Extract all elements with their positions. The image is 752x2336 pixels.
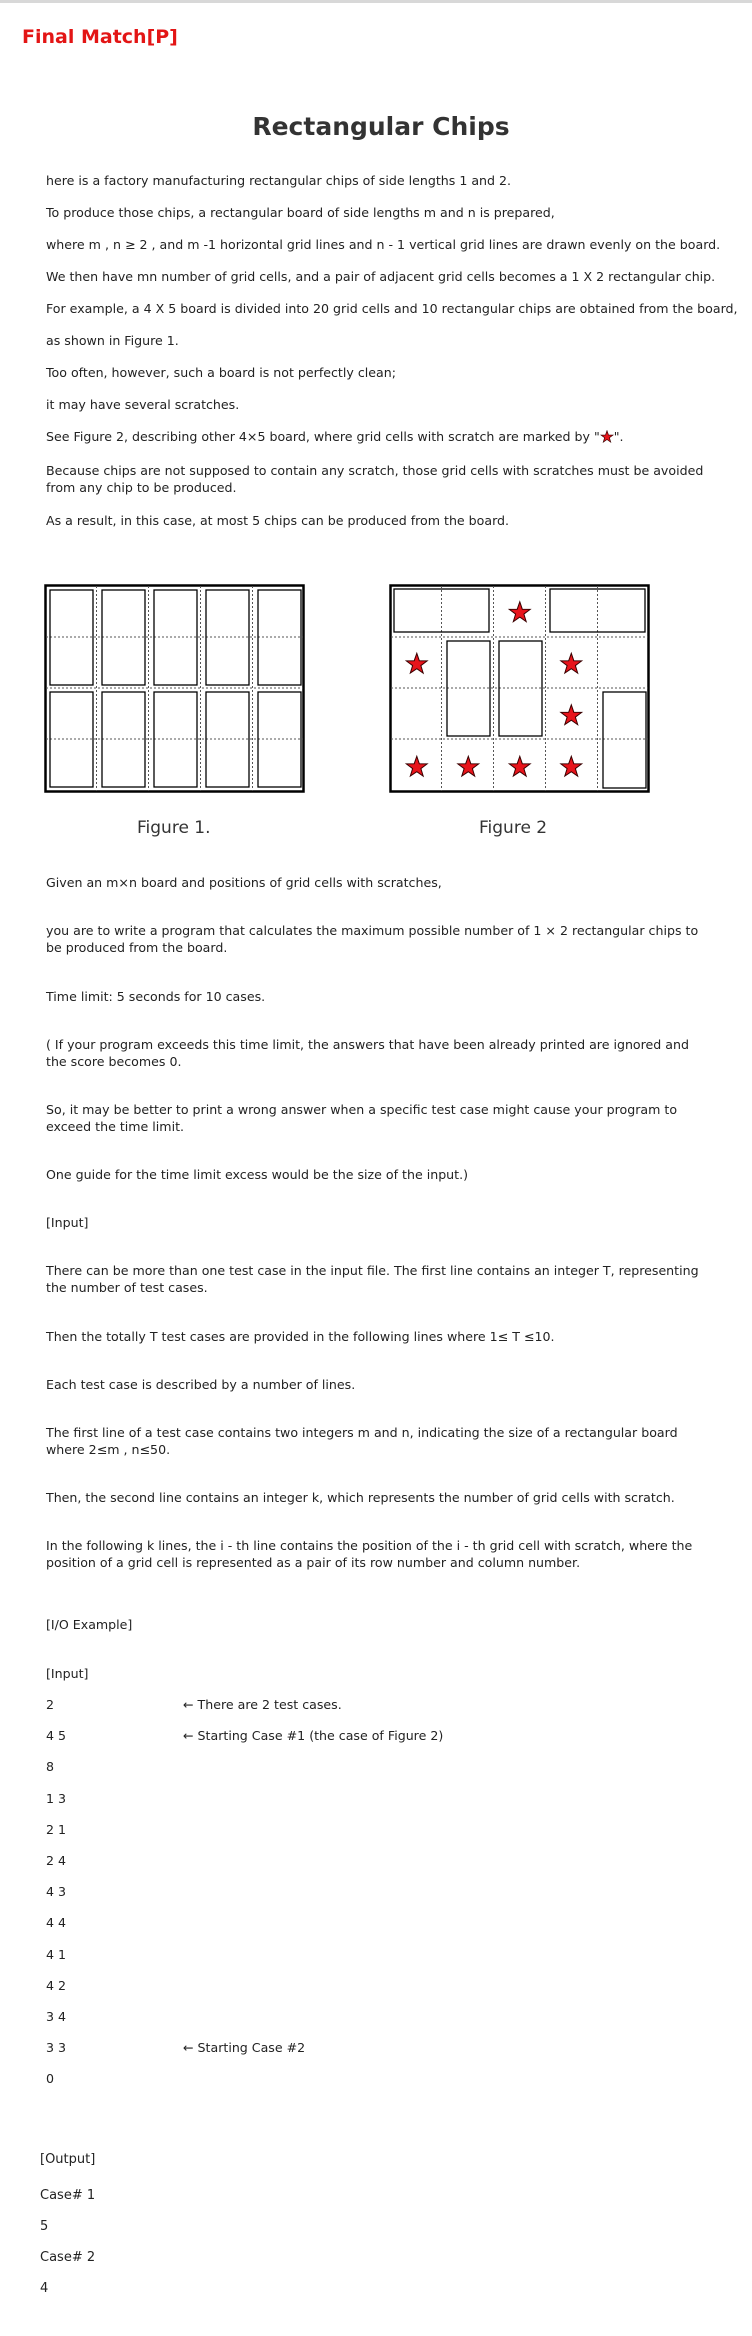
body-line: Then, the second line contains an integer k, which represents the number of grid cells with scratch. [46, 1490, 675, 1505]
input-value: 2 4 [46, 1853, 67, 1868]
page-header: Final Match[P] [22, 26, 178, 48]
intro-line: here is a factory manufacturing rectangular chips of side lengths 1 and 2. [46, 173, 512, 188]
problem-title: Rectangular Chips [252, 112, 510, 141]
input-note: ← There are 2 test cases. [183, 1697, 342, 1712]
output-line: Case# 2 [40, 2250, 96, 2265]
star-icon [600, 430, 614, 444]
intro-line: where m , n ≥ 2 , and m -1 horizontal grid lines and n - 1 vertical grid lines are drawn evenly on the board. [46, 237, 721, 252]
input-note: ← Starting Case #2 [183, 2040, 306, 2055]
result-line: As a result, in this case, at most 5 chips can be produced from the board. [46, 513, 510, 528]
body-line: So, it may be better to print a wrong answer when a specific test case might cause your program to exceed the time limit. [46, 1102, 678, 1134]
intro-line: We then have mn number of grid cells, and a pair of adjacent grid cells becomes a 1 X 2 rectangular chip. [46, 269, 716, 284]
intro-line: For example, a 4 X 5 board is divided into 20 grid cells and 10 rectangular chips are obtained from the board, [46, 301, 738, 316]
figure-2-board [389, 584, 655, 796]
intro-line: as shown in Figure 1. [46, 333, 179, 348]
figure-1-board [44, 584, 306, 794]
input-value: 0 [46, 2071, 55, 2086]
top-border [0, 0, 752, 3]
see-figure2-text: See Figure 2, describing other 4×5 board, where grid cells with scratch are marked by " [46, 429, 600, 444]
intro-line: Too often, however, such a board is not perfectly clean; [46, 365, 396, 380]
input-note: ← Starting Case #1 (the case of Figure 2) [183, 1728, 444, 1743]
input-value: 3 3 [46, 2040, 67, 2055]
input-value: 4 4 [46, 1915, 67, 1930]
input-value: 1 3 [46, 1791, 67, 1806]
body-line: Given an m×n board and positions of grid cells with scratches, [46, 875, 442, 890]
input-value: 3 4 [46, 2009, 67, 2024]
example-input-label: [Input] [46, 1666, 89, 1681]
body-line: There can be more than one test case in the input file. The first line contains an integer T, representing the number of test cases. [46, 1263, 699, 1295]
input-value: 4 3 [46, 1884, 67, 1899]
output-line: Case# 1 [40, 2188, 96, 2203]
intro-line: To produce those chips, a rectangular board of side lengths m and n is prepared, [46, 205, 555, 220]
intro-line: it may have several scratches. [46, 397, 240, 412]
input-value: 4 5 [46, 1728, 67, 1743]
body-line: One guide for the time limit excess would be the size of the input.) [46, 1167, 469, 1182]
output-label: [Output] [40, 2152, 96, 2167]
input-value: 4 1 [46, 1947, 67, 1962]
output-line: 4 [40, 2281, 49, 2296]
output-line: 5 [40, 2219, 49, 2234]
io-example-heading: [I/O Example] [46, 1617, 133, 1632]
see-figure2-end: ". [613, 429, 624, 444]
figure-2-caption: Figure 2 [479, 818, 548, 838]
input-value: 2 [46, 1697, 55, 1712]
input-heading: [Input] [46, 1215, 89, 1230]
body-line: Each test case is described by a number of lines. [46, 1377, 356, 1392]
input-value: 8 [46, 1759, 55, 1774]
input-value: 4 2 [46, 1978, 67, 1993]
body-line: Then the totally T test cases are provided in the following lines where 1≤ T ≤10. [46, 1329, 555, 1344]
figure-1-caption: Figure 1. [137, 818, 211, 838]
see-figure2-line [46, 428, 706, 445]
body-line: Time limit: 5 seconds for 10 cases. [46, 989, 266, 1004]
input-value: 2 1 [46, 1822, 67, 1837]
because-paragraph: Because chips are not supposed to contain any scratch, those grid cells with scratches must be avoided from any chip to be produced. [46, 463, 704, 495]
body-line: The first line of a test case contains two integers m and n, indicating the size of a rectangular board where 2≤m , n≤50. [46, 1425, 678, 1457]
body-line: you are to write a program that calculates the maximum possible number of 1 × 2 rectangular chips to be produced from the board. [46, 923, 699, 955]
body-line: In the following k lines, the i - th line contains the position of the i - th grid cell with scratch, where the position of a grid cell is represented as a pair of its row number and column number. [46, 1538, 693, 1570]
body-line: ( If your program exceeds this time limit, the answers that have been already printed are ignored and the score becomes 0. [46, 1037, 689, 1069]
